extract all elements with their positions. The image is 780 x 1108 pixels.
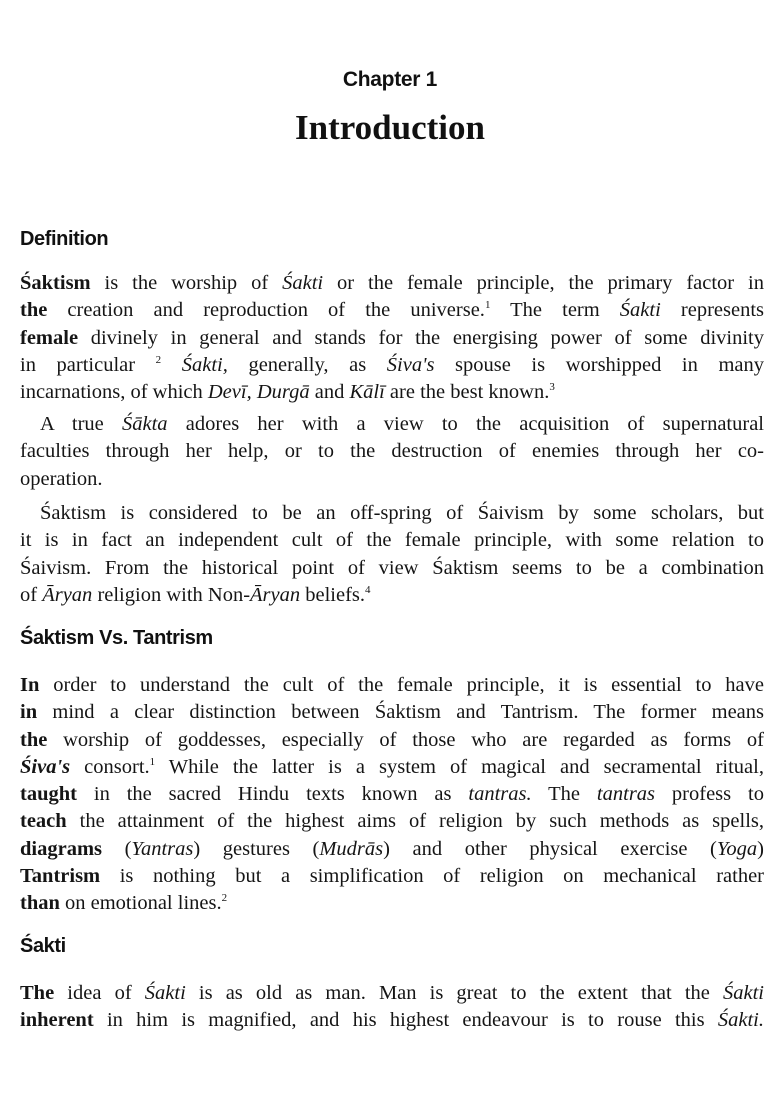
text-run: religion with Non-	[92, 583, 251, 606]
text-run: divinely in general and stands for the energising power of some divinity	[78, 326, 764, 349]
text-run: is as old as man. Man is great to the extent that the	[185, 982, 723, 1004]
term-sakti: Śakti	[723, 982, 764, 1004]
text-run: consort.	[70, 755, 150, 778]
term-sakti: Śakti	[144, 982, 186, 1004]
text-run: Tantrism	[20, 865, 101, 888]
term-sakta: Śākta	[121, 413, 168, 435]
term-mudras: Mudrās	[319, 837, 384, 860]
text-run: it is in fact an independent cult of the female principle, with some relation to	[20, 529, 764, 552]
text-run: order to understand the cult of the female principle, it is essential to have	[39, 674, 764, 696]
text-run: inherent	[20, 1009, 94, 1032]
text-run: spouse is worshipped in many	[434, 353, 765, 376]
section-heading-saktism-vs-tantrism: Śaktism Vs. Tantrism	[20, 627, 213, 649]
text-run: mind a clear distinction between Śaktism and Tantrism. The former means	[37, 701, 764, 724]
text-run: Śaivism. From the historical point of view Śaktism seems to be a combination	[20, 556, 764, 579]
definition-paragraph-3	[20, 500, 764, 609]
chapter-label: Chapter 1	[342, 68, 438, 91]
text-run: teach	[20, 810, 67, 833]
text-run: in him is magnified, and his highest endeavour is to rouse this	[93, 1009, 718, 1032]
text-run: faculties through her help, or to the destruction of enemies through her co-	[20, 440, 764, 463]
text-run: on emotional lines.	[59, 892, 222, 915]
chapter-title: Introduction	[295, 108, 485, 147]
term-tantras: tantras	[596, 783, 656, 806]
term-kali: Kālī	[349, 381, 385, 404]
text-run: represents	[660, 299, 764, 322]
sakti-paragraph-1	[20, 980, 764, 1035]
term-sakti: Śakti	[282, 272, 324, 294]
section-heading-sakti: Śakti	[20, 935, 66, 957]
text-run	[161, 354, 182, 376]
text-run: the	[20, 728, 48, 751]
text-run: operation.	[20, 467, 103, 490]
text-run: profess to	[655, 783, 764, 806]
term-aryan: Āryan	[250, 583, 301, 606]
section-heading-definition: Definition	[20, 228, 109, 250]
text-run: )	[757, 837, 764, 860]
text-run: in	[20, 701, 38, 724]
definition-paragraph-2	[20, 411, 764, 493]
term-yoga: Yoga	[716, 837, 758, 860]
term-aryan: Āryan	[42, 583, 93, 606]
term-yantras: Yantras	[131, 837, 194, 860]
text-run: The	[20, 982, 55, 1004]
text-run: of	[20, 583, 43, 606]
footnote-ref: 2	[155, 353, 162, 366]
text-run: adores her with a view to the acquisition of supernatural	[167, 413, 765, 435]
text-run: While the latter is a system of magical and secramental ritual,	[155, 755, 764, 778]
footnote-ref: 3	[549, 381, 555, 394]
tantrism-paragraph-1	[20, 672, 764, 918]
text-run: generally, as	[227, 353, 387, 376]
text-run: beliefs.	[300, 583, 366, 606]
term-siva: Śiva's	[20, 755, 71, 778]
text-run: idea of	[54, 982, 145, 1004]
text-run: the	[20, 299, 48, 322]
term-devi-durga: Devī, Durgā	[207, 381, 310, 404]
definition-paragraph-1	[20, 270, 764, 406]
text-run: and	[309, 381, 350, 404]
footnote-ref: 2	[221, 892, 228, 905]
text-run: than	[20, 892, 60, 915]
text-run: worship of goddesses, especially of those who are regarded as forms of	[47, 728, 764, 751]
text-run: creation and reproduction of the universe.	[47, 299, 485, 322]
text-run: in particular	[20, 353, 156, 376]
term-sakti: Śakti	[619, 299, 661, 322]
term-siva: Śiva's	[386, 353, 435, 376]
text-run: (	[102, 837, 132, 860]
text-run: diagrams	[20, 837, 102, 860]
text-run: Śaktism is considered to be an off-spring of Śaivism by some scholars, but	[40, 502, 764, 524]
text-run: taught	[20, 783, 77, 806]
text-run: ) and other physical exercise (	[383, 837, 717, 860]
term-sakti: Śakti,	[181, 353, 228, 376]
text-run: incarnations, of which	[20, 381, 208, 404]
text-run: ) gestures (	[193, 837, 320, 860]
term-tantras: tantras.	[468, 783, 532, 806]
text-run: are the best known.	[384, 381, 550, 404]
text-run: or the female principle, the primary factor in	[323, 272, 764, 294]
footnote-ref: 1	[149, 755, 156, 768]
text-run: female	[20, 326, 79, 349]
text-run: A true	[40, 413, 122, 435]
term-sakti: Śakti.	[717, 1009, 764, 1032]
text-run: In	[20, 674, 40, 696]
text-run: is the worship of	[90, 272, 283, 294]
footnote-ref: 4	[365, 583, 371, 596]
text-run: Śaktism	[20, 272, 91, 294]
text-run: in the sacred Hindu texts known as	[76, 783, 469, 806]
text-run: is nothing but a simplification of religion on mechanical rather	[100, 865, 764, 888]
text-run: the attainment of the highest aims of religion by such methods as spells,	[66, 810, 764, 833]
text-run: The term	[490, 299, 620, 322]
text-run: The	[531, 783, 597, 806]
footnote-ref: 1	[484, 299, 491, 312]
